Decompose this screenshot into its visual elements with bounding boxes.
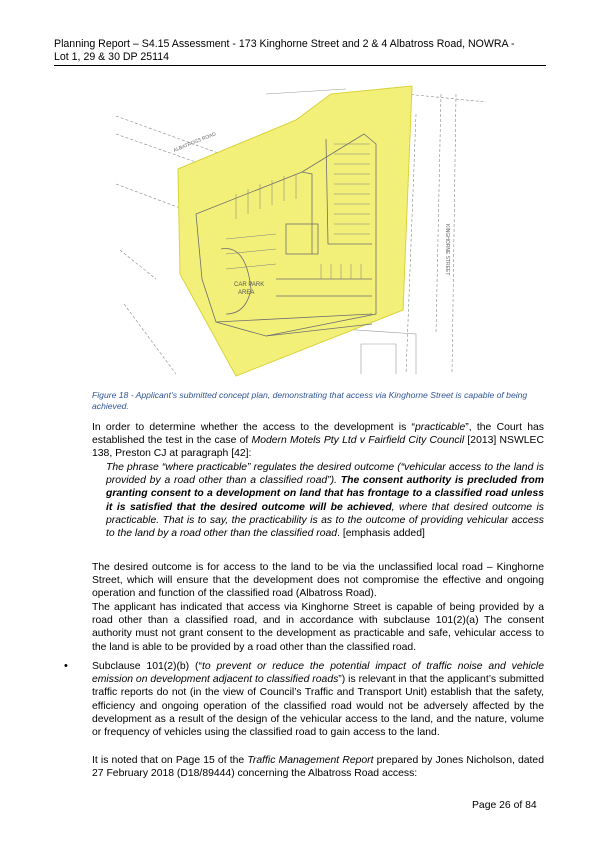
p5-text-b: prepared by Jones Nicholson, dated 27 February 2018 (D18/89444) concerning the Albatross Road access: xyxy=(92,755,544,780)
road-label-albatross: ALBATROSS ROAD xyxy=(172,131,217,154)
quote-text-b: , where that desired outcome is practicable. That is to say, the practicability is as to the outcome of providing vehicular access to the land by a road other than the classified road xyxy=(106,501,544,540)
p4-text-a: Subclause 101(2)(b) (“ xyxy=(92,661,202,672)
header-line-1: Planning Report – S4.15 Assessment - 173 Kinghorne Street and 2 & 4 Albatross Road, NOWRA - xyxy=(54,38,515,50)
page-header xyxy=(54,38,554,64)
page-number: Page 26 of 84 xyxy=(472,800,537,811)
p1-case-name: Modern Motels Pty Ltd v Fairfield City Council xyxy=(251,435,465,447)
paragraph-applicant-indicated: The applicant has indicated that access via Kinghorne Street is capable of being provided by a road other than a classified road, and in accordance with subclause 101(2)(a) The consent authority must not grant consent to the development as practicable and safe, vehicular access to the land is able to be provided by a road other than the classified road. xyxy=(92,602,544,653)
quote-emphasis-note: . [emphasis added] xyxy=(337,528,425,540)
p1-text-a: In order to determine whether the access to the development is “ xyxy=(92,422,415,433)
p4-quoted-purpose: to prevent or reduce the potential impact of traffic noise and vehicle emission on development adjacent to classified roads xyxy=(92,661,545,686)
figure-caption: Figure 18 - Applicant’s submitted concept plan, demonstrating that access via Kinghorne Street is capable of being achieved. xyxy=(92,390,528,411)
p4-text-b: ”) is relevant in that the applicant’s submitted traffic reports do not (in the view of Council’s Traffic and Transport Unit) establish that the safety, efficiency and ongoing operation of the classified road would not be adversely affected by the development as a result of the design of the vehicular access to the land, and the nature, volume or frequency of vehicles using the classified road to gain access to the land. xyxy=(92,674,544,739)
p5-report-title: Traffic Management Report xyxy=(247,755,374,766)
road-label-kinghorne: KINGHORNE STREET xyxy=(444,224,450,276)
header-line-2: Lot 1, 29 & 30 DP 25114 xyxy=(54,51,170,63)
court-quote-block xyxy=(106,461,544,540)
p1-text-b: ”, the Court has established the test in the case of xyxy=(92,422,544,447)
paragraph-practicable-test xyxy=(92,421,544,461)
paragraph-desired-outcome: The desired outcome is for access to the land to be via the unclassified local road – Kinghorne Street, which will ensure that the development does not compromise the effective and ongoing operation and function of the classified road (Albatross Road). xyxy=(92,562,544,600)
quote-text-a: The phrase “where practicable” regulates the desired outcome (“vehicular access to the land is provided by a road other than a classified road”). xyxy=(106,462,544,487)
p1-emphasis-practicable: practicable xyxy=(415,422,466,433)
carpark-label-line-1: CAR PARK xyxy=(234,282,265,288)
p1-text-c: [2013] NSWLEC 138, Preston CJ at paragraph [42]: xyxy=(92,435,544,460)
p5-text-a: It is noted that on Page 15 of the xyxy=(92,755,248,766)
carpark-label-line-2: AREA xyxy=(238,290,255,296)
paragraph-traffic-report-note xyxy=(92,754,544,780)
header-rule xyxy=(54,65,546,66)
site-concept-plan-figure xyxy=(116,74,486,388)
paragraph-subclause-101-2-b xyxy=(92,660,544,739)
quote-bold-text: The consent authority is precluded from granting consent to a development on land that has frontage to a classified road unless it is satisfied that the desired outcome will be achieved xyxy=(106,475,544,513)
bullet-marker: • xyxy=(64,660,68,672)
